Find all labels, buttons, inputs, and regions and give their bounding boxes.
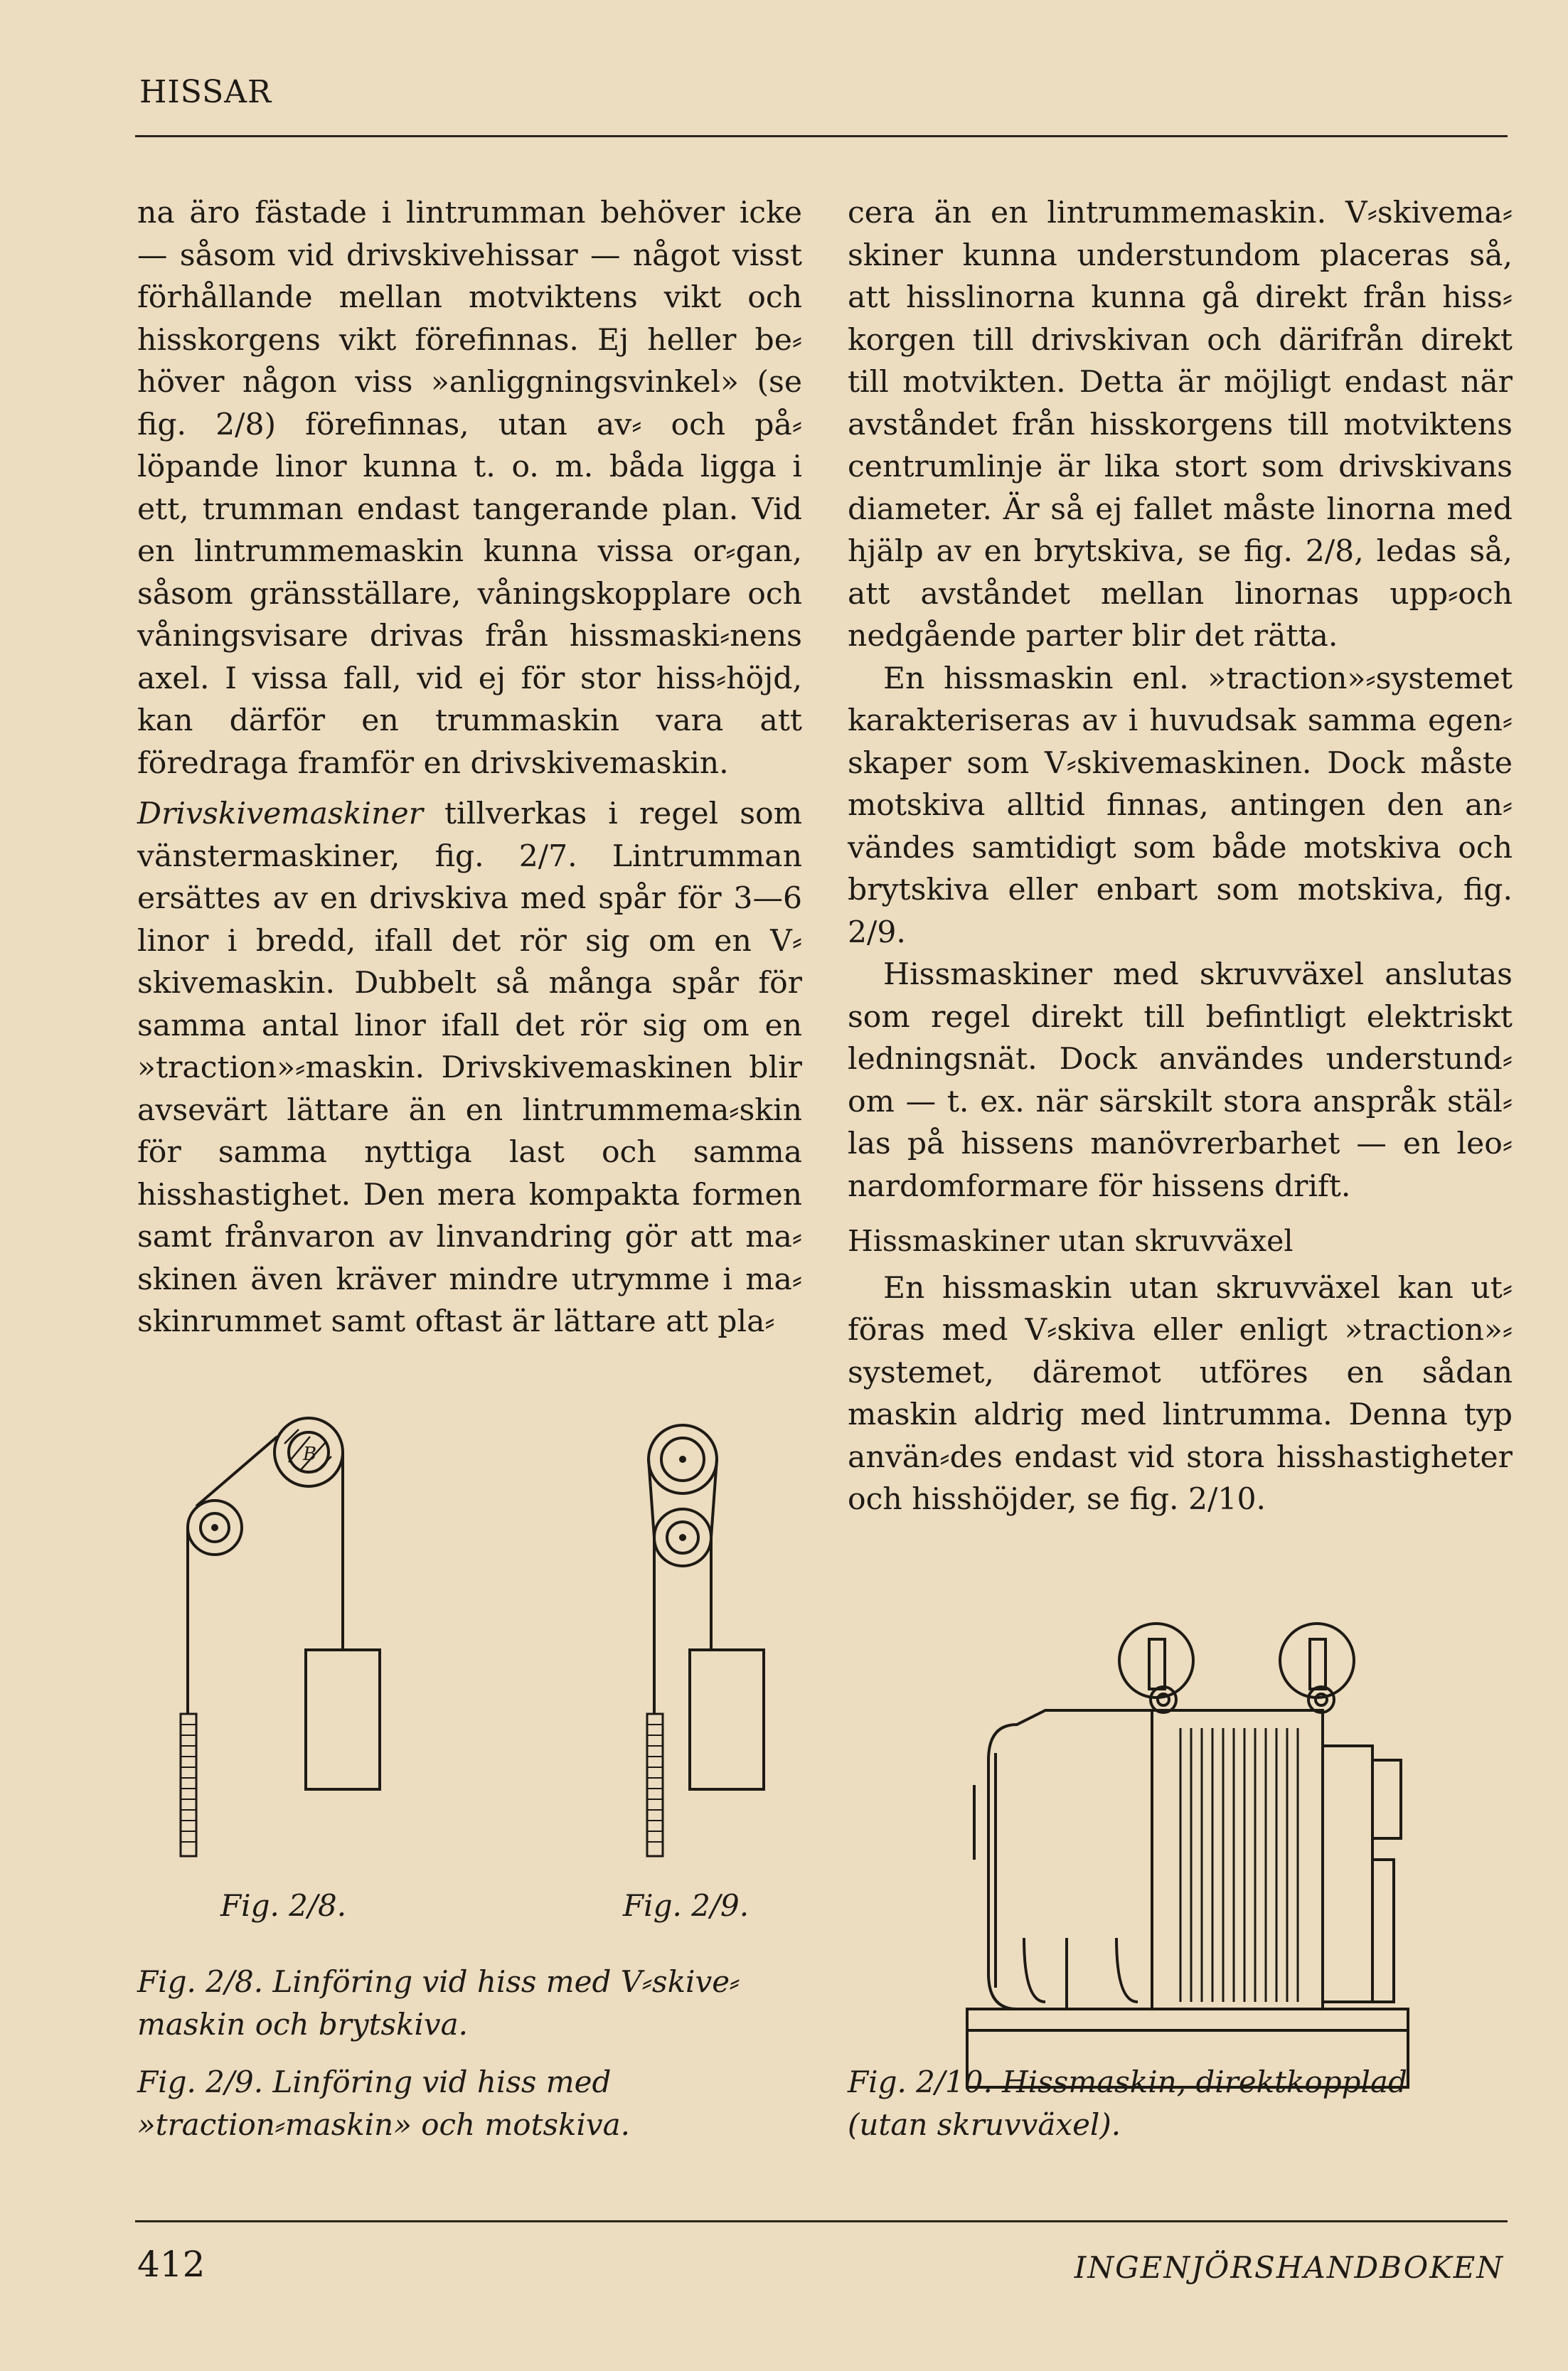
fig-2-8-label: Fig. 2/8. <box>220 1888 347 1923</box>
right-paragraph-3: Hissmaskiner med skruvväxel anslutas som regel direkt till befintligt elektriskt ledningsnät. Dock användes understund⸗om — t. ex. när särskilt stora anspråk stäl⸗las på hissens manövrerbarhet — en leo⸗nardomformare för hissens drift. <box>848 957 1513 1204</box>
fig-2-10-machine-drawing <box>946 1604 1429 2101</box>
fig-2-8-drive-sheave <box>274 1418 343 1486</box>
right-column <box>848 192 1513 1521</box>
fig-2-9-drive-sheave <box>649 1425 717 1493</box>
left-column <box>137 192 802 1343</box>
left-paragraph-2 <box>137 793 802 1343</box>
fig-2-8-elevator-car <box>306 1650 380 1789</box>
right-paragraph-4: En hissmaskin utan skruvväxel kan ut⸗föras med V⸗skiva eller enligt »traction»⸗systemet, däremot utföres en sådan maskin aldrig med lintrumma. Denna typ använ⸗des endast vid stora hisshastigheter och hisshöjder, se fig. 2/10. <box>848 1270 1513 1517</box>
fig-2-10-brake-unit <box>1323 1746 1372 2002</box>
fig-2-10-left-sheave <box>1119 1624 1193 1698</box>
fig-2-9-label: Fig. 2/9. <box>623 1888 750 1923</box>
fig-2-8-rope-to-deflector <box>196 1437 277 1506</box>
section-subheading: Hissmaskiner utan skruvväxel <box>848 1224 1294 1258</box>
header-rule <box>135 135 1508 137</box>
fig-2-8-deflector-sheave <box>188 1501 242 1555</box>
fig-2-10-base-plate <box>967 2009 1408 2030</box>
left-paragraph-2-body: tillverkas i regel som vänstermaskiner, fig. 2/7. Lintrumman ersättes av en drivskiva med spår för 3—6 linor i bredd, ifall det rör sig om en V⸗skivemaskin. Dubbelt så många spår för samma antal linor ifall det rör sig om en »traction»⸗maskin. Drivskivemaskinen blir avsevärt lättare än en lintrummema⸗skin för samma nyttiga last och samma hisshastighet. Den mera kompakta formen samt frånvaron av linvandring gör att ma⸗skinen även kräver mindre utrymme i ma⸗skinrummet samt oftast är lättare att pla⸗ <box>137 796 802 1339</box>
caption-fig-2-10: Fig. 2/10. Hissmaskin, direktkopplad (utan skruvväxel). <box>848 2064 1407 2142</box>
left-paragraph-1: na äro fästade i lintrumman behöver icke — såsom vid drivskivehissar — något visst förhållande mellan motviktens vikt och hisskorgens vikt förefinnas. Ej heller be⸗höver någon viss »anliggningsvinkel» (se fig. 2/8) förefinnas, utan av⸗ och på⸗löpande linor kunna t. o. m. båda ligga i ett, trumman endast tangerande plan. Vid en lintrummemaskin kunna vissa or⸗gan, såsom gränsställare, våningskopplare och våningsvisare drivas från hissmaski⸗nens axel. I vissa fall, vid ej för stor hiss⸗höjd, kan därför en trummaskin vara att föredraga framför en drivskivemaskin. <box>137 196 802 781</box>
fig-2-9-secondary-sheave <box>654 1509 711 1566</box>
book-title: INGENJÖRSHANDBOKEN <box>1074 2250 1504 2285</box>
fig-2-10-right-bearing <box>1308 1687 1334 1712</box>
fig-2-10-left-bearing <box>1151 1687 1176 1712</box>
fig-2-10-left-foot <box>1024 1938 1067 2009</box>
fig-2-8-2-9-diagram <box>164 1415 789 1877</box>
right-paragraph-1: cera än en lintrummemaskin. V⸗skivema⸗skiner kunna understundom placeras så, att hisslinorna kunna gå direkt från hiss⸗korgen till drivskivan och därifrån direkt till motvikten. Detta är möjligt endast när avståndet från hisskorgens till motviktens centrumlinje är lika stort som drivskivans diameter. Är så ej fallet måste linorna med hjälp av en brytskiva, se fig. 2/8, ledas så, att avståndet mellan linornas upp⸗och nedgående parter blir det rätta. <box>848 196 1513 654</box>
fig-2-8-counterweight <box>181 1714 196 1856</box>
caption-fig-2-9: Fig. 2/9. Linföring vid hiss med »traction⸗maskin» och motskiva. <box>137 2064 630 2142</box>
caption-fig-2-8: Fig. 2/8. Linföring vid hiss med V⸗skive⸗maskin och brytskiva. <box>137 1964 740 2042</box>
drivskivemaskiner-term: Drivskivemaskiner <box>137 796 423 831</box>
fig-2-9-wrap-ropes <box>649 1459 717 1538</box>
right-paragraph-2: En hissmaskin enl. »traction»⸗systemet karakteriseras av i huvudsak samma egen⸗skaper som V⸗skivemaskinen. Dock måste motskiva alltid finnas, antingen den an⸗vändes samtidigt som både motskiva och brytskiva eller enbart som motskiva, fig. 2/9. <box>848 661 1513 950</box>
fig-2-8-sheave-label: B <box>303 1444 317 1465</box>
fig-2-9-elevator-car <box>690 1650 764 1789</box>
fig-2-10-mid-foot <box>1116 1938 1138 2002</box>
running-head: HISSAR <box>139 74 272 110</box>
footer-rule <box>135 2220 1508 2222</box>
page-number: 412 <box>137 2244 206 2285</box>
fig-2-9-counterweight <box>647 1714 663 1856</box>
fig-2-10-motor-housing <box>988 1710 1152 2009</box>
